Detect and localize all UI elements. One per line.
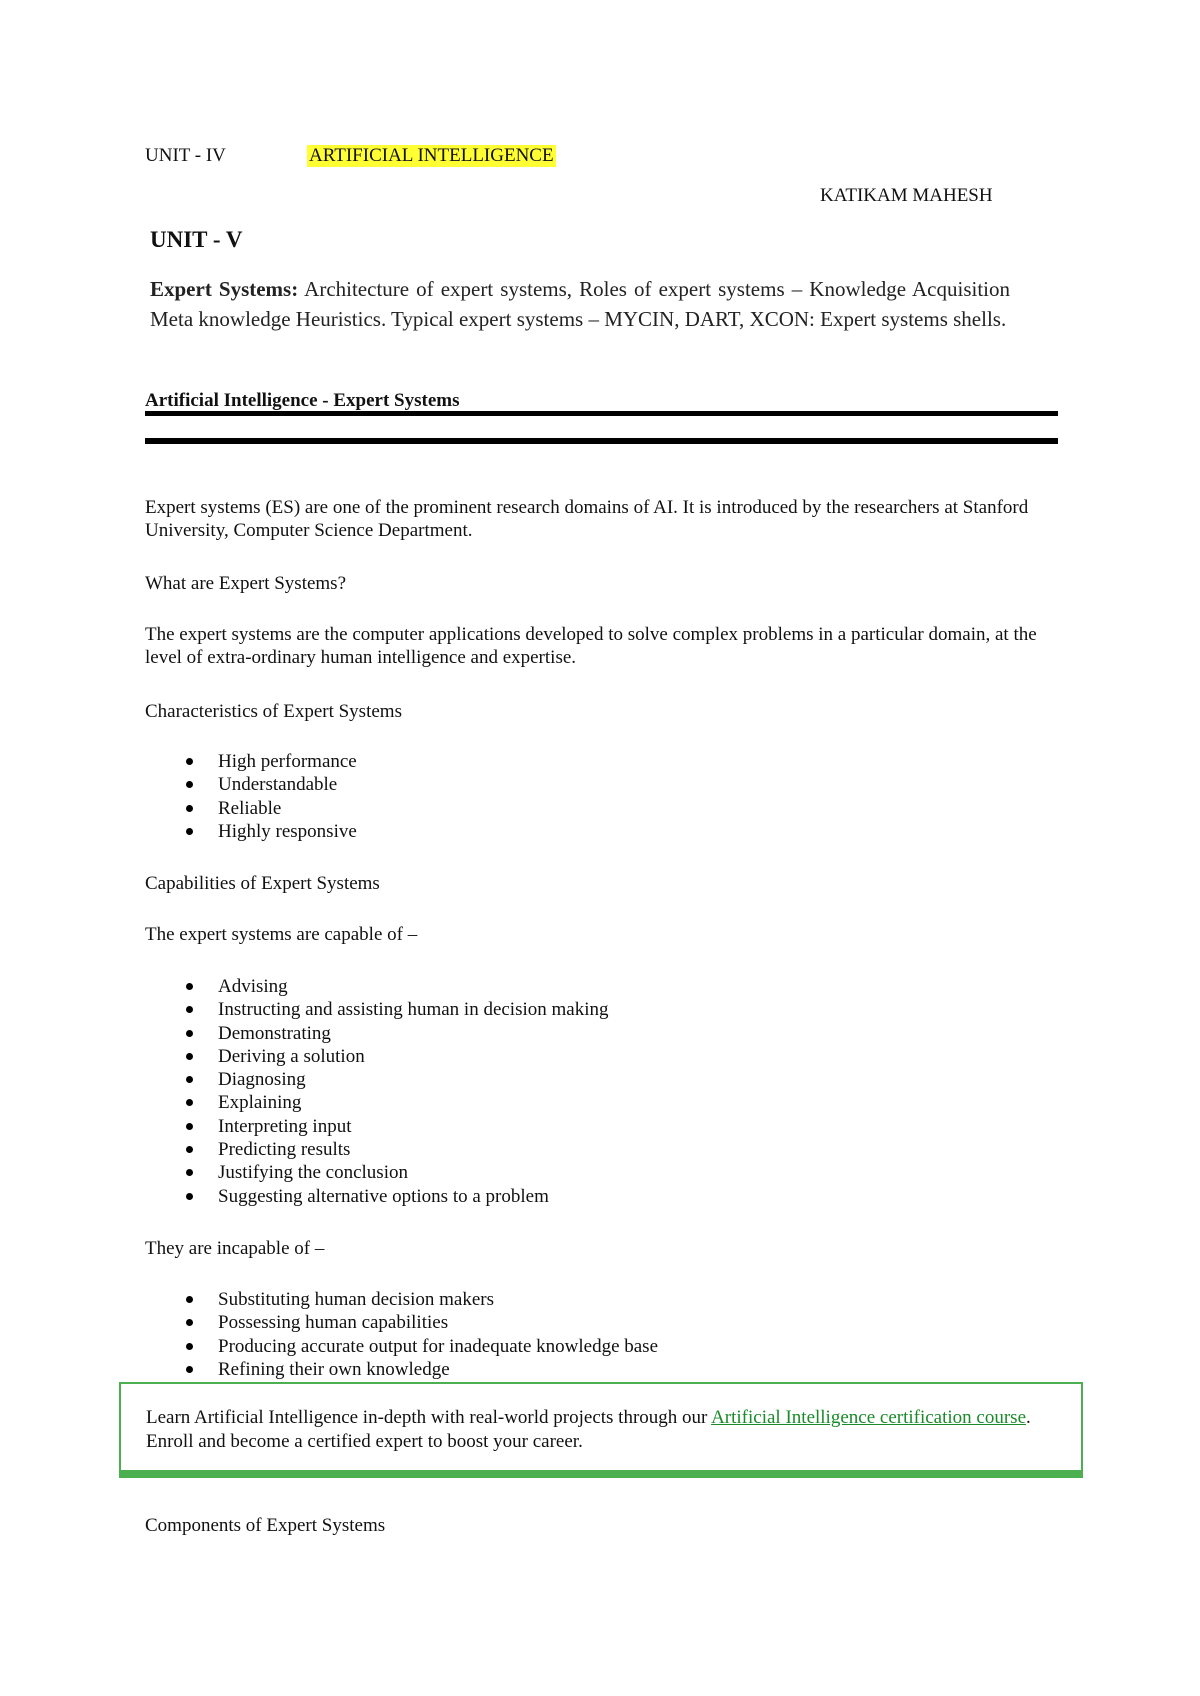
list-item: Interpreting input [145, 1115, 609, 1138]
unit-label: UNIT - IV [145, 145, 226, 166]
characteristics-heading: Characteristics of Expert Systems [145, 701, 402, 722]
author-name: KATIKAM MAHESH [820, 185, 993, 206]
promo-text-before: Learn Artificial Intelligence in-depth with real-world projects through our [146, 1407, 712, 1428]
characteristics-list [145, 750, 357, 843]
course-promo-box [119, 1382, 1083, 1478]
unit-heading: UNIT - V [150, 227, 243, 252]
what-heading: What are Expert Systems? [145, 573, 347, 594]
list-item: Suggesting alternative options to a problem [145, 1185, 609, 1208]
list-item: Instructing and assisting human in decision making [145, 998, 609, 1021]
list-item: Highly responsive [145, 820, 357, 843]
syllabus-text: Architecture of expert systems, Roles of expert systems – Knowledge Acquisition Meta knowledge Heuristics. Typical expert systems – MYCIN, DART, XCON: Expert systems shells. [150, 277, 1011, 331]
capabilities-list [145, 975, 609, 1208]
section-title: Artificial Intelligence - Expert Systems [145, 390, 460, 411]
list-item: Reliable [145, 797, 357, 820]
section-rule-bottom [145, 438, 1058, 444]
list-item: Advising [145, 975, 609, 998]
list-item: Possessing human capabilities [145, 1311, 658, 1334]
list-item: Understandable [145, 773, 357, 796]
list-item: Explaining [145, 1091, 609, 1114]
components-heading: Components of Expert Systems [145, 1515, 386, 1536]
list-item: Producing accurate output for inadequate knowledge base [145, 1335, 658, 1358]
incapable-intro: They are incapable of – [145, 1238, 325, 1259]
syllabus-lead: Expert Systems: [150, 277, 299, 301]
definition-paragraph: The expert systems are the computer applications developed to solve complex problems in a particular domain, at the level of extra-ordinary human intelligence and expertise. [145, 624, 1037, 668]
list-item: Demonstrating [145, 1022, 609, 1045]
capabilities-intro: The expert systems are capable of – [145, 924, 418, 945]
capabilities-heading: Capabilities of Expert Systems [145, 873, 380, 894]
list-item: Predicting results [145, 1138, 609, 1161]
syllabus-paragraph [150, 274, 1010, 334]
list-item: Diagnosing [145, 1068, 609, 1091]
intro-paragraph: Expert systems (ES) are one of the prominent research domains of AI. It is introduced by the researchers at Stanford University, Computer Science Department. [145, 497, 1029, 541]
list-item: Substituting human decision makers [145, 1288, 658, 1311]
list-item: Justifying the conclusion [145, 1161, 609, 1184]
list-item: High performance [145, 750, 357, 773]
incapable-list [145, 1288, 658, 1381]
certification-course-link[interactable]: Artificial Intelligence certification course [711, 1407, 1027, 1428]
promo-text [146, 1406, 1046, 1454]
list-item: Deriving a solution [145, 1045, 609, 1068]
section-rule-top [145, 411, 1058, 416]
subject-title-highlighted: ARTIFICIAL INTELLIGENCE [309, 145, 554, 166]
promo-text-after: . Enroll and become a certified expert to boost your career. [146, 1407, 1031, 1452]
list-item: Refining their own knowledge [145, 1358, 658, 1381]
